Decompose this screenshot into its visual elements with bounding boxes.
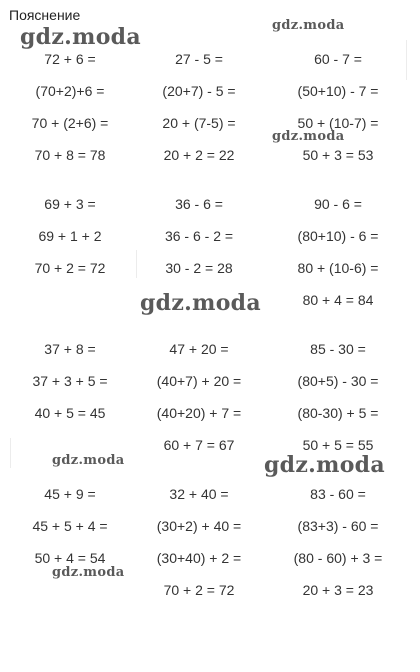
expression-line: (30+40) + 2 =	[156, 550, 242, 566]
watermark-logo: gdz.moda	[272, 18, 345, 33]
expression-line: 36 - 6 - 2 =	[164, 228, 234, 244]
expression-line: 20 + (7-5) =	[162, 115, 236, 131]
expression-line: 45 + 9 =	[44, 486, 96, 502]
expression-line: 60 + 7 = 67	[163, 437, 235, 453]
expression-line: 69 + 3 =	[44, 196, 96, 212]
expression-line: 50 + (10-7) =	[297, 115, 379, 131]
page-title: Пояснение	[9, 7, 81, 23]
expression-line: 80 + (10-6) =	[297, 260, 379, 276]
expression-line: (40+7) + 20 =	[156, 373, 242, 389]
watermark-logo: gdz.moda	[20, 24, 141, 50]
expression-line: 69 + 1 + 2	[38, 228, 102, 244]
expression-line: 70 + 8 = 78	[34, 147, 106, 163]
expression-line: 20 + 2 = 22	[163, 147, 235, 163]
expression-line: 50 + 4 = 54	[34, 550, 106, 566]
expression-line: (80+5) - 30 =	[297, 373, 379, 389]
expression-line: 37 + 3 + 5 =	[32, 373, 108, 389]
expression-line: (70+2)+6 =	[35, 83, 105, 99]
expression-line: (80+10) - 6 =	[297, 228, 379, 244]
watermark-logo: gdz.moda	[264, 452, 385, 478]
expression-line: (30+2) + 40 =	[156, 518, 242, 534]
scan-line	[406, 40, 407, 80]
expression-line: (80 - 60) + 3 =	[293, 550, 383, 566]
expression-line: 60 - 7 =	[314, 51, 362, 67]
expression-line: 47 + 20 =	[169, 341, 229, 357]
watermark-logo: gdz.moda	[52, 565, 125, 580]
scan-line	[10, 438, 11, 468]
expression-line: (50+10) - 7 =	[297, 83, 379, 99]
watermark-logo: gdz.moda	[52, 453, 125, 468]
expression-line: (20+7) - 5 =	[162, 83, 236, 99]
expression-line: 20 + 3 = 23	[302, 582, 374, 598]
expression-line: 70 + 2 = 72	[163, 582, 235, 598]
expression-line: 50 + 5 = 55	[302, 437, 374, 453]
watermark-logo: gdz.moda	[140, 290, 261, 316]
expression-line: 45 + 5 + 4 =	[32, 518, 108, 534]
expression-line: 70 + (2+6) =	[31, 115, 109, 131]
expression-line: (80-30) + 5 =	[297, 405, 379, 421]
expression-line: (40+20) + 7 =	[156, 405, 242, 421]
expression-line: 72 + 6 =	[44, 51, 96, 67]
expression-line: 50 + 3 = 53	[302, 147, 374, 163]
expression-line: 85 - 30 =	[310, 341, 366, 357]
expression-line: (83+3) - 60 =	[297, 518, 379, 534]
expression-line: 83 - 60 =	[310, 486, 366, 502]
expression-line: 32 + 40 =	[169, 486, 229, 502]
expression-line: 27 - 5 =	[175, 51, 223, 67]
watermark-logo: gdz.moda	[272, 129, 345, 144]
expression-line: 90 - 6 =	[314, 196, 362, 212]
expression-line: 80 + 4 = 84	[302, 292, 374, 308]
expression-line: 36 - 6 =	[175, 196, 223, 212]
expression-line: 30 - 2 = 28	[165, 260, 233, 276]
expression-line: 37 + 8 =	[44, 341, 96, 357]
scan-line	[136, 250, 137, 278]
expression-line: 70 + 2 = 72	[34, 260, 106, 276]
expression-line: 40 + 5 = 45	[34, 405, 106, 421]
